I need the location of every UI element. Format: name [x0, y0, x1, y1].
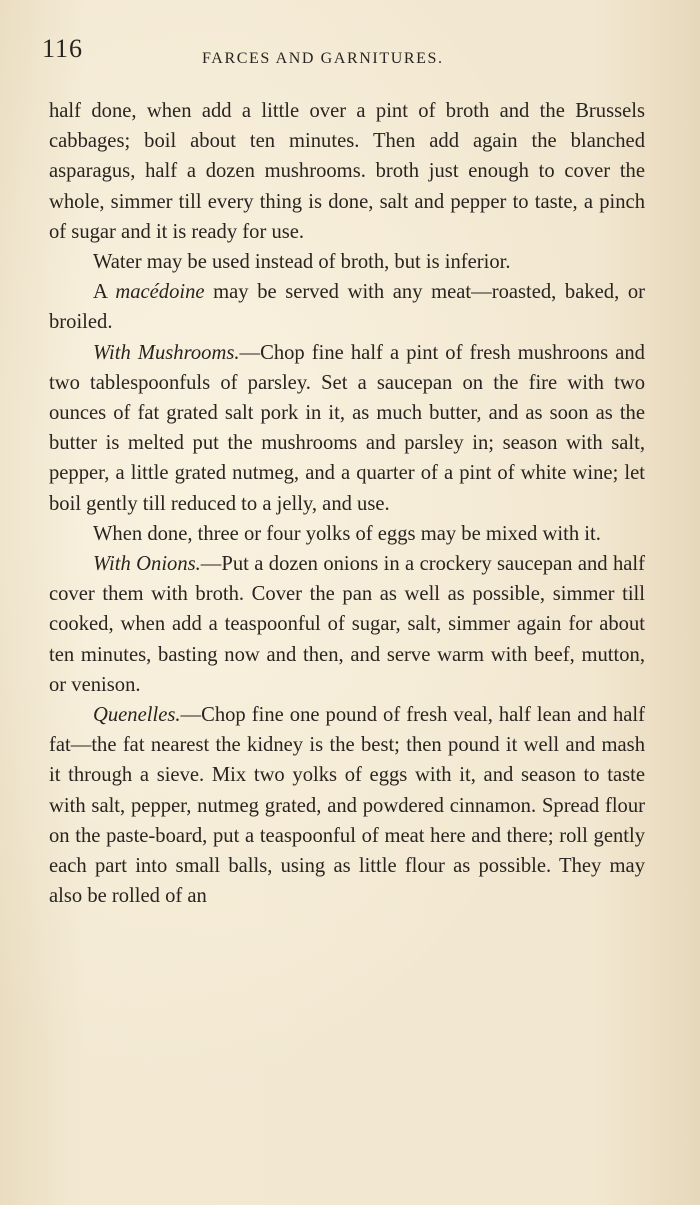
paragraph-macedoine: A macédoine may be served with any meat—roasted, baked, or broiled. — [49, 281, 645, 334]
running-head: FARCES AND GARNITURES. — [202, 50, 444, 67]
paragraph-with-mushrooms: With Mushrooms.—Chop fine half a pint of fresh mushroons and two tablespoonfuls of parsley. Set a saucepan on the fire with two ounces of fat grated salt pork in it, as much butter, and as soon as the butter is melted put the mushrooms and parsley in; season with salt, pepper, a little grated nutmeg, and a quarter of a pint of white wine; let boil gently till reduced to a jelly, and use. — [49, 341, 645, 515]
heading-quenelles: Quenelles. — [93, 704, 181, 727]
heading-with-mushrooms: With Mushrooms. — [93, 341, 240, 364]
paragraph-water-note: Water may be used instead of broth, but is inferior. — [93, 251, 511, 274]
page-number: 116 — [42, 34, 84, 63]
body-text — [49, 96, 645, 911]
paragraph-yolks-note: When done, three or four yolks of eggs may be mixed with it. — [93, 522, 601, 545]
paragraph-with-onions: With Onions.—Put a dozen onions in a crockery saucepan and half cover them with broth. Cover the pan as well as possible, simmer till cooked, when add a teaspoonful of sugar, salt, simmer again for about ten minutes, basting now and then, and serve warm with beef, mutton, or venison. — [49, 553, 645, 696]
paragraph-continuation: half done, when add a little over a pint of broth and the Brussels cabbages; boil about ten minutes. Then add again the blanched asparagus, half a dozen mushrooms. broth just enough to cover the whole, simmer till every thing is done, salt and pepper to taste, a pinch of sugar and it is ready for use. — [49, 100, 645, 243]
heading-with-onions: With Onions. — [93, 553, 201, 576]
term-macedoine: macédoine — [115, 281, 205, 304]
page-header — [42, 34, 650, 74]
paragraph-quenelles: Quenelles.—Chop fine one pound of fresh veal, half lean and half fat—the fat nearest the kidney is the best; then pound it well and mash it through a sieve. Mix two yolks of eggs with it, and season to taste with salt, pepper, nutmeg grated, and powdered cinnamon. Spread flour on the paste-board, put a teaspoonful of meat here and there; roll gently each part into small balls, using as little flour as possible. They may also be rolled of an — [49, 704, 645, 908]
